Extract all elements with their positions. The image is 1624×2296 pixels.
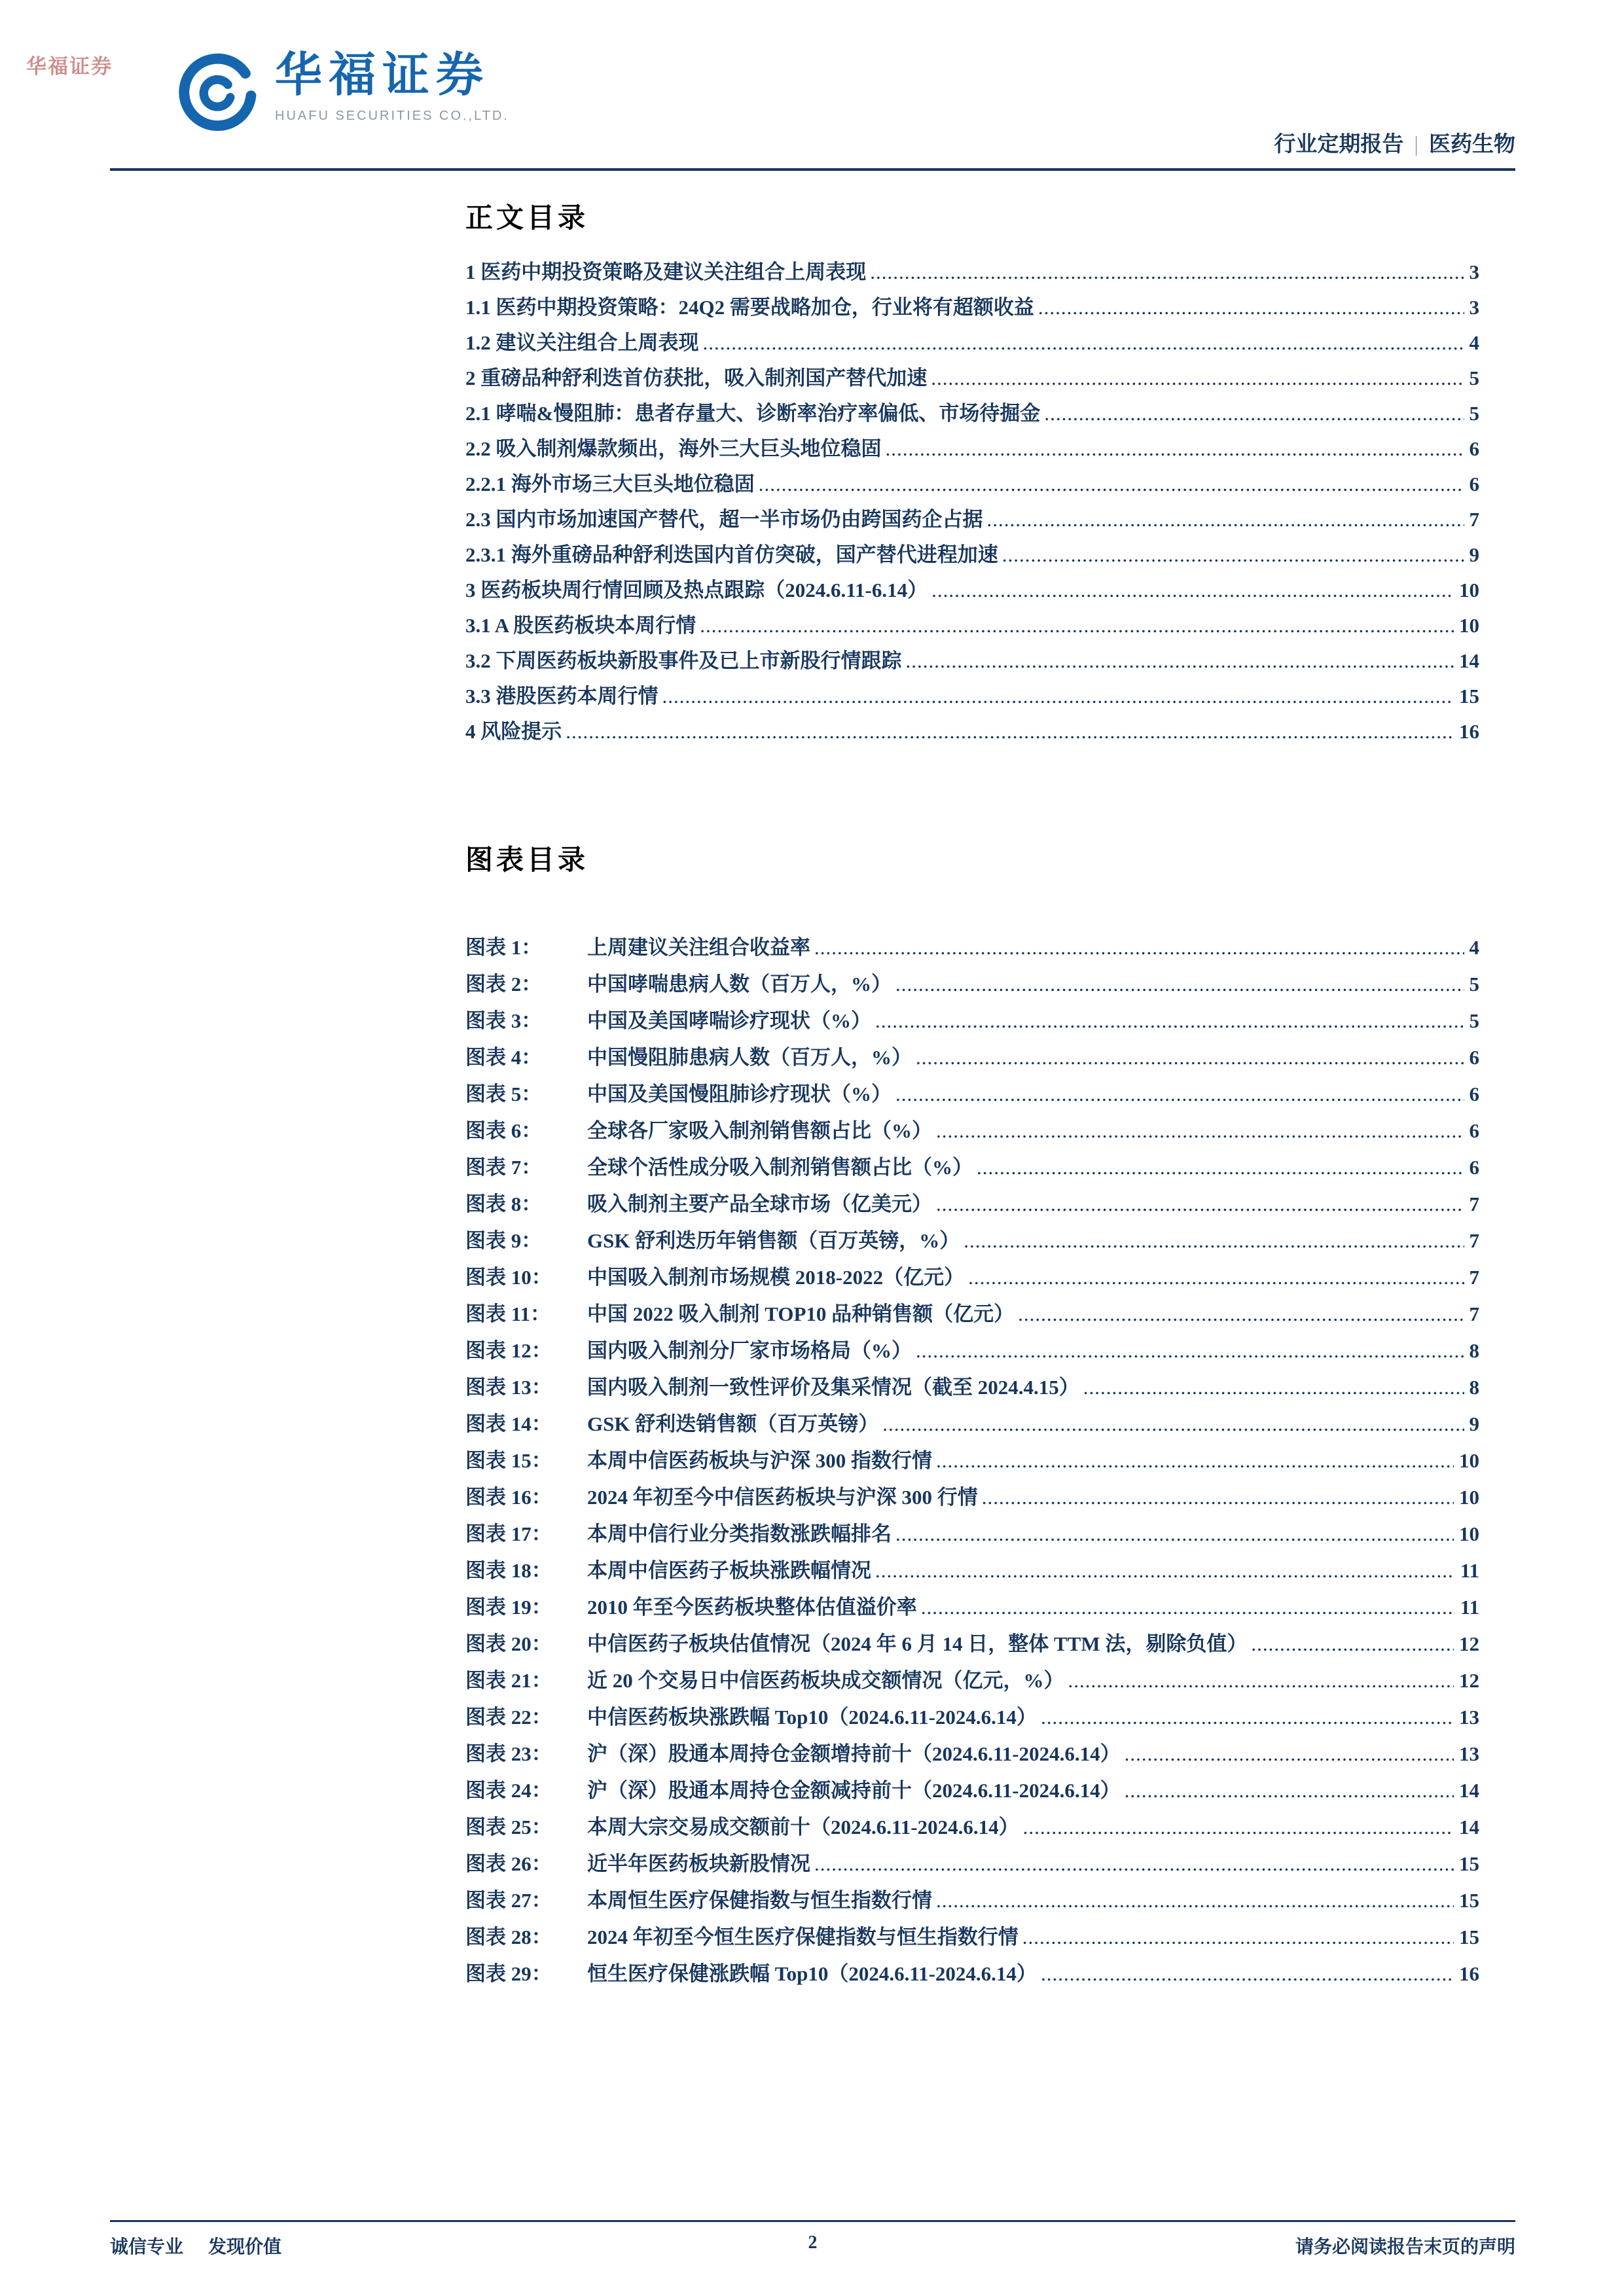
toc-leader-dots: [1022, 1919, 1454, 1956]
toc-entry-page: 7: [1469, 508, 1479, 531]
toc-entry-label: 2.2.1 海外市场三大巨头地位稳固: [465, 473, 755, 495]
figure-entry-title: 中国吸入制剂市场规模 2018-2022（亿元）: [587, 1266, 965, 1289]
figure-entry-number: 图表 20：: [465, 1632, 552, 1655]
toc-leader-dots: [814, 1846, 1454, 1882]
toc-leader-dots: [1083, 1369, 1464, 1406]
figure-entry[interactable]: [465, 1369, 1479, 1406]
toc-leader-dots: [870, 255, 1464, 290]
report-category: [1274, 127, 1515, 158]
figure-entry-page: 10: [1459, 1486, 1479, 1509]
figures-toc-title: 图表目录: [465, 846, 589, 876]
toc-leader-dots: [916, 1039, 1464, 1076]
toc-leader-dots: [921, 1589, 1455, 1626]
figures-toc-list: [465, 929, 1479, 1992]
figure-entry-title: 2024 年初至今恒生医疗保健指数与恒生指数行情: [587, 1926, 1019, 1948]
separator-pipe: |: [1414, 133, 1418, 156]
figure-entry-title: 本周中信行业分类指数涨跌幅排名: [587, 1522, 892, 1545]
toc-entry[interactable]: [465, 431, 1479, 467]
figure-entry[interactable]: [465, 1846, 1479, 1882]
figure-entry-number: 图表 3：: [465, 1009, 542, 1032]
figure-entry-title: 本周中信医药子板块涨跌幅情况: [587, 1559, 871, 1582]
figure-entry[interactable]: [465, 1516, 1479, 1552]
figure-entry-page: 12: [1459, 1669, 1479, 1692]
toc-entry[interactable]: [465, 679, 1479, 714]
figure-entry-page: 5: [1469, 1009, 1479, 1032]
figure-entry[interactable]: [465, 1662, 1479, 1699]
figure-entry-page: 9: [1469, 1412, 1479, 1435]
figure-entry-title: 恒生医疗保健涨跌幅 Top10（2024.6.11-2024.6.14）: [587, 1962, 1037, 1985]
toc-column: [465, 168, 1479, 1992]
toc-entry[interactable]: [465, 573, 1479, 608]
figure-entry-number: 图表 12：: [465, 1339, 552, 1362]
figure-entry-number: 图表 6：: [465, 1119, 542, 1142]
footer-slogan-1: 诚信专业: [110, 2237, 184, 2257]
toc-leader-dots: [886, 431, 1464, 467]
figure-entry[interactable]: [465, 1333, 1479, 1369]
toc-leader-dots: [703, 325, 1464, 361]
figure-entry-page: 8: [1469, 1339, 1479, 1362]
figure-entry-number: 图表 18：: [465, 1559, 552, 1582]
figure-entry-page: 11: [1460, 1559, 1479, 1582]
figure-entry-number: 图表 24：: [465, 1779, 552, 1802]
figure-entry[interactable]: [465, 1956, 1479, 1992]
toc-entry-label: 1 医药中期投资策略及建议关注组合上周表现: [465, 260, 867, 283]
toc-leader-dots: [964, 1223, 1464, 1259]
figure-entry-page: 12: [1459, 1632, 1479, 1655]
figure-entry-page: 10: [1459, 1522, 1479, 1545]
figure-entry-page: 6: [1469, 1083, 1479, 1105]
figure-entry[interactable]: [465, 1589, 1479, 1626]
toc-entry[interactable]: [465, 502, 1479, 537]
figure-entry[interactable]: [465, 966, 1479, 1003]
figure-entry-page: 7: [1469, 1266, 1479, 1289]
figure-entry[interactable]: [465, 1552, 1479, 1589]
figure-entry[interactable]: [465, 929, 1479, 966]
toc-entry[interactable]: [465, 643, 1479, 679]
main-toc-title: 正文目录: [465, 204, 589, 234]
toc-entry-page: 3: [1469, 260, 1479, 283]
toc-entry-label: 2 重磅品种舒利迭首仿获批，吸入制剂国产替代加速: [465, 367, 928, 389]
figure-entry-page: 14: [1459, 1816, 1479, 1839]
toc-leader-dots: [936, 1882, 1454, 1919]
figure-entry[interactable]: [465, 1296, 1479, 1333]
figure-entry[interactable]: [465, 1076, 1479, 1113]
toc-entry-label: 2.1 哮喘&慢阻肺：患者存量大、诊断率治疗率偏低、市场待掘金: [465, 402, 1041, 425]
toc-entry-label: 1.2 建议关注组合上周表现: [465, 331, 699, 354]
corner-watermark: 华福证券: [26, 55, 113, 78]
figure-entry-number: 图表 9：: [465, 1229, 542, 1252]
toc-entry-page: 14: [1459, 649, 1479, 672]
toc-entry-label: 3 医药板块周行情回顾及热点跟踪（2024.6.11-6.14）: [465, 579, 928, 601]
figure-entry-title: 上周建议关注组合收益率: [587, 936, 810, 959]
figure-entry-page: 13: [1459, 1742, 1479, 1765]
toc-entry-page: 16: [1459, 720, 1479, 743]
figure-entry[interactable]: [465, 1809, 1479, 1846]
page-number: 2: [808, 2233, 818, 2253]
figure-entry-title: 中信医药子板块估值情况（2024 年 6 月 14 日，整体 TTM 法，剔除负值）: [587, 1632, 1248, 1655]
figure-entry[interactable]: [465, 1259, 1479, 1296]
toc-leader-dots: [936, 1186, 1464, 1223]
toc-leader-dots: [1068, 1662, 1454, 1699]
toc-entry-page: 10: [1459, 614, 1479, 637]
page-footer: [110, 2220, 1515, 2259]
toc-entry-page: 5: [1469, 367, 1479, 389]
figure-entry-number: 图表 7：: [465, 1156, 542, 1179]
toc-leader-dots: [1251, 1626, 1454, 1662]
figure-entry-number: 图表 26：: [465, 1852, 552, 1875]
figure-entry-number: 图表 21：: [465, 1669, 552, 1692]
figure-entry-number: 图表 25：: [465, 1816, 552, 1839]
figure-entry-number: 图表 14：: [465, 1412, 552, 1435]
figure-entry-title: 全球各厂家吸入制剂销售额占比（%）: [587, 1119, 932, 1142]
toc-leader-dots: [931, 361, 1464, 396]
toc-leader-dots: [1002, 537, 1464, 573]
toc-entry[interactable]: [465, 608, 1479, 643]
figure-entry[interactable]: [465, 1479, 1479, 1516]
toc-entry-label: 3.2 下周医药板块新股事件及已上市新股行情跟踪: [465, 649, 902, 672]
footer-slogan: [110, 2233, 808, 2259]
figure-entry-title: GSK 舒利迭销售额（百万英镑）: [587, 1412, 879, 1435]
figure-entry[interactable]: [465, 1772, 1479, 1809]
figure-entry-number: 图表 15：: [465, 1449, 552, 1472]
toc-leader-dots: [759, 467, 1464, 502]
footer-disclaimer: 请务必阅读报告末页的声明: [1295, 2237, 1515, 2257]
figure-entry-number: 图表 29：: [465, 1962, 552, 1985]
toc-entry[interactable]: [465, 325, 1479, 361]
toc-entry-label: 2.3.1 海外重磅品种舒利迭国内首仿突破，国产替代进程加速: [465, 543, 998, 566]
figure-entry-number: 图表 27：: [465, 1889, 552, 1912]
toc-leader-dots: [936, 1443, 1454, 1479]
figure-entry-page: 16: [1459, 1962, 1479, 1985]
toc-leader-dots: [931, 573, 1454, 608]
figure-entry-page: 4: [1469, 936, 1479, 959]
toc-leader-dots: [566, 714, 1454, 749]
figure-entry-page: 6: [1469, 1046, 1479, 1069]
toc-entry-label: 3.3 港股医药本周行情: [465, 685, 659, 708]
toc-leader-dots: [1044, 396, 1464, 431]
toc-entry-page: 6: [1469, 473, 1479, 495]
toc-leader-dots: [700, 608, 1454, 643]
toc-entry[interactable]: [465, 714, 1479, 749]
figure-entry[interactable]: [465, 1626, 1479, 1662]
figure-entry-title: 2024 年初至今中信医药板块与沪深 300 行情: [587, 1486, 978, 1509]
figure-entry-number: 图表 8：: [465, 1193, 542, 1215]
toc-entry-label: 2.2 吸入制剂爆款频出，海外三大巨头地位稳固: [465, 437, 882, 460]
toc-entry[interactable]: [465, 537, 1479, 573]
toc-leader-dots: [1018, 1296, 1464, 1333]
figure-entry-title: 中国及美国慢阻肺诊疗现状（%）: [587, 1083, 892, 1105]
figure-entry-title: 中国 2022 吸入制剂 TOP10 品种销售额（亿元）: [587, 1302, 1015, 1325]
figure-entry[interactable]: [465, 1882, 1479, 1919]
figure-entry-number: 图表 22：: [465, 1706, 552, 1729]
figure-entry-title: 近 20 个交易日中信医药板块成交额情况（亿元，%）: [587, 1669, 1064, 1692]
figure-entry-title: 国内吸入制剂一致性评价及集采情况（截至 2024.4.15）: [587, 1376, 1079, 1399]
toc-leader-dots: [906, 643, 1454, 679]
figure-entry-page: 15: [1459, 1889, 1479, 1912]
figure-entry-number: 图表 1：: [465, 936, 542, 959]
toc-leader-dots: [1041, 1699, 1454, 1736]
figure-entry-page: 8: [1469, 1376, 1479, 1399]
toc-entry-label: 2.3 国内市场加速国产替代，超一半市场仍由跨国药企占据: [465, 508, 983, 531]
logo-text-block: [275, 51, 509, 124]
toc-leader-dots: [982, 1479, 1454, 1516]
figure-entry-number: 图表 2：: [465, 973, 542, 996]
figure-entry[interactable]: [465, 1003, 1479, 1039]
figure-entry-page: 5: [1469, 973, 1479, 996]
toc-leader-dots: [1023, 1809, 1454, 1846]
toc-leader-dots: [895, 1516, 1454, 1552]
toc-entry[interactable]: [465, 361, 1479, 396]
main-toc-list: [465, 255, 1479, 749]
huafu-logo-icon: [177, 51, 257, 131]
toc-leader-dots: [936, 1113, 1464, 1149]
figure-entry-title: 吸入制剂主要产品全球市场（亿美元）: [587, 1193, 932, 1215]
figure-entry-page: 14: [1459, 1779, 1479, 1802]
figure-entry-number: 图表 28：: [465, 1926, 552, 1948]
toc-leader-dots: [987, 502, 1464, 537]
figure-entry-number: 图表 4：: [465, 1046, 542, 1069]
footer-slogan-2: 发现价值: [208, 2237, 282, 2257]
figure-entry[interactable]: [465, 1149, 1479, 1186]
toc-entry[interactable]: [465, 467, 1479, 502]
figure-entry-number: 图表 23：: [465, 1742, 552, 1765]
figure-entry-page: 7: [1469, 1229, 1479, 1252]
toc-leader-dots: [895, 1076, 1464, 1113]
toc-entry[interactable]: [465, 255, 1479, 290]
toc-leader-dots: [1041, 1956, 1454, 1992]
figure-entry-title: 本周中信医药板块与沪深 300 指数行情: [587, 1449, 932, 1472]
huafu-logo: [177, 51, 509, 131]
toc-leader-dots: [882, 1406, 1464, 1443]
figure-entry-title: 本周大宗交易成交额前十（2024.6.11-2024.6.14）: [587, 1816, 1019, 1839]
figure-entry-title: 中国哮喘患病人数（百万人，%）: [587, 973, 892, 996]
figure-entry[interactable]: [465, 1223, 1479, 1259]
toc-entry[interactable]: [465, 290, 1479, 325]
toc-entry-page: 4: [1469, 331, 1479, 354]
toc-leader-dots: [1125, 1772, 1454, 1809]
figure-entry-page: 7: [1469, 1193, 1479, 1215]
figure-entry-page: 6: [1469, 1156, 1479, 1179]
figure-entry-title: GSK 舒利迭历年销售额（百万英镑，%）: [587, 1229, 960, 1252]
toc-entry-page: 3: [1469, 296, 1479, 319]
toc-entry-page: 6: [1469, 437, 1479, 460]
figure-entry-page: 15: [1459, 1926, 1479, 1948]
toc-entry-page: 9: [1469, 543, 1479, 566]
toc-leader-dots: [968, 1259, 1464, 1296]
figure-entry-page: 11: [1460, 1596, 1479, 1619]
toc-entry-page: 15: [1459, 685, 1479, 708]
figure-entry-page: 10: [1459, 1449, 1479, 1472]
figure-entry[interactable]: [465, 1919, 1479, 1956]
report-type-label: 行业定期报告: [1274, 133, 1404, 156]
figure-entry-page: 7: [1469, 1302, 1479, 1325]
toc-leader-dots: [875, 1552, 1455, 1589]
figure-entry-number: 图表 19：: [465, 1596, 552, 1619]
figure-entry-title: 2010 年至今医药板块整体估值溢价率: [587, 1596, 917, 1619]
figure-entry-title: 沪（深）股通本周持仓金额减持前十（2024.6.11-2024.6.14）: [587, 1779, 1121, 1802]
figure-entry-number: 图表 10：: [465, 1266, 552, 1289]
figure-entry-title: 中国慢阻肺患病人数（百万人，%）: [587, 1046, 912, 1069]
figure-entry-number: 图表 11：: [465, 1302, 551, 1325]
figure-entry[interactable]: [465, 1186, 1479, 1223]
figure-entry-title: 近半年医药板块新股情况: [587, 1852, 810, 1875]
toc-entry-label: 1.1 医药中期投资策略：24Q2 需要战略加仓，行业将有超额收益: [465, 296, 1034, 319]
toc-leader-dots: [1038, 290, 1464, 325]
logo-en-text: HUAFU SECURITIES CO.,LTD.: [275, 108, 509, 123]
toc-leader-dots: [916, 1333, 1464, 1369]
figure-entry-title: 本周恒生医疗保健指数与恒生指数行情: [587, 1889, 932, 1912]
figure-entry[interactable]: [465, 1736, 1479, 1772]
figure-entry-title: 中国及美国哮喘诊疗现状（%）: [587, 1009, 871, 1032]
figure-entry-number: 图表 5：: [465, 1083, 542, 1105]
figure-entry-number: 图表 17：: [465, 1522, 552, 1545]
figure-entry-title: 国内吸入制剂分厂家市场格局（%）: [587, 1339, 912, 1362]
figure-entry-number: 图表 16：: [465, 1486, 552, 1509]
figure-entry-title: 全球个活性成分吸入制剂销售额占比（%）: [587, 1156, 973, 1179]
figure-entry-number: 图表 13：: [465, 1376, 552, 1399]
toc-entry-label: 4 风险提示: [465, 720, 562, 743]
toc-entry-label: 3.1 A 股医药板块本周行情: [465, 614, 696, 637]
toc-leader-dots: [875, 1003, 1464, 1039]
toc-entry[interactable]: [465, 396, 1479, 431]
toc-entry-page: 5: [1469, 402, 1479, 425]
figure-entry[interactable]: [465, 1443, 1479, 1479]
figure-entry[interactable]: [465, 1406, 1479, 1443]
figure-entry-title: 中信医药板块涨跌幅 Top10（2024.6.11-2024.6.14）: [587, 1706, 1037, 1729]
toc-leader-dots: [662, 679, 1454, 714]
figure-entry-page: 6: [1469, 1119, 1479, 1142]
toc-leader-dots: [814, 929, 1464, 966]
figure-entry-page: 13: [1459, 1706, 1479, 1729]
figure-entry-page: 15: [1459, 1852, 1479, 1875]
toc-leader-dots: [895, 966, 1464, 1003]
figure-entry[interactable]: [465, 1699, 1479, 1736]
industry-label: 医药生物: [1429, 133, 1515, 156]
toc-leader-dots: [977, 1149, 1464, 1186]
figure-entry-title: 沪（深）股通本周持仓金额增持前十（2024.6.11-2024.6.14）: [587, 1742, 1121, 1765]
toc-entry-page: 10: [1459, 579, 1479, 601]
figure-entry[interactable]: [465, 1039, 1479, 1076]
toc-leader-dots: [1125, 1736, 1454, 1772]
logo-cn-text: 华福证券: [275, 49, 490, 101]
figure-entry[interactable]: [465, 1113, 1479, 1149]
